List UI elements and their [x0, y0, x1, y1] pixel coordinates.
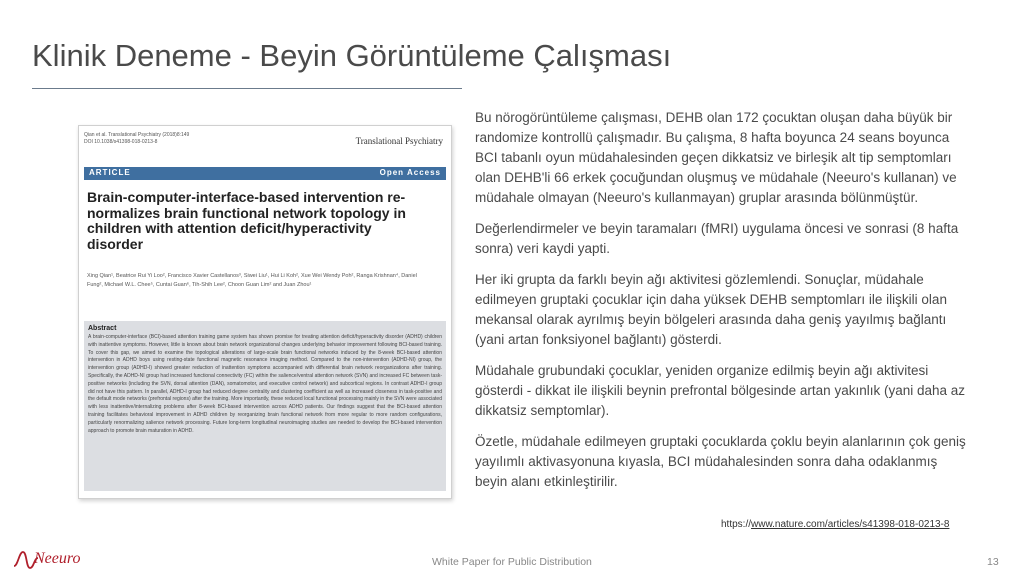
paper-title: Brain-computer-interface-based intervention re-normalizes brain functional network topology in children with attention deficit/hyperactivity disorder	[87, 189, 406, 252]
paper-abstract	[84, 321, 446, 491]
reference	[721, 519, 949, 530]
page-number: 13	[987, 556, 999, 568]
paper-citation: Qian et al. Translational Psychiatry (2018)8:149	[84, 132, 190, 138]
paper-journal: Translational Psychiatry	[355, 136, 443, 146]
logo-text: Neeuro	[34, 550, 81, 567]
open-access-label: Open Access	[379, 168, 441, 177]
abstract-text: A brain-computer-interface (BCI)-based attention training game system has shown promise for treating attention deficit/hyperactivity disorder (ADHD) children with inattentive symptoms. However, little is known about brain network organizational changes underlying behavior improvement following BCI-based training. To cover this gap, we aimed to examine the topological alterations of large-scale brain functional networks induced by the 8-week BCI-based attention intervention in ADHD boys using resting-state functional magnetic resonance imaging method. Compared to the non-intervention (ADHD-NI) group, the intervention group (ADHD-I) showed greater reduction of inattention symptoms accompanied with differential brain network reorganizations after training. Specifically, the ADHD-NI group had increased functional connectivity (FC) within the salience/ventral attention network (SVN) and increased FC between task-positive networks (including the SVN, dorsal attention (DAN), somatomotor, and executive control network) and subcortical regions. In contrast ADHD-I group did not have this pattern. In parallel, ADHD-I group had reduced degree centrality and clustering coefficient as well as increased closeness in task-positive and the default mode networks (prefrontal regions) after the training. More importantly, these reduced local functional processing mainly in the SVN were associated with less inattentive/internalizing problems after 8-week BCI-based intervention across ADHD patients. Our findings suggest that the BCI-based attention training facilitates behavioral improvement in ADHD children by reorganizing brain functional network from more regular to more random configurations, particularly renormalizing salience network processing. Future long-term longitudinal neuroimaging studies are needed to develop the BCI-based intervention approach to promote brain maturation in ADHD.	[88, 334, 442, 434]
abstract-heading: Abstract	[88, 325, 117, 332]
paper-meta	[84, 132, 189, 146]
paper-doi: DOI 10.1038/s41398-018-0213-8	[84, 139, 158, 145]
paper-thumbnail	[78, 125, 452, 499]
paragraph-intervention: Müdahale grubundaki çocuklar, yeniden organize edilmiş beyin ağı aktivitesi gösterdi - dikkat ile ilişkili beynin prefrontal bölgesinde artan yakınlık (yani daha az dikkatsiz semptomlar).	[475, 363, 966, 418]
reference-prefix: https://	[721, 519, 752, 530]
article-label: ARTICLE	[89, 168, 131, 177]
reference-link[interactable]: www.nature.com/articles/s41398-018-0213-8	[751, 519, 950, 530]
body-text	[475, 108, 970, 503]
paper-authors: Xing Qian¹, Beatrice Rui Yi Loo², Francisco Xavier Castellanos³, Siwei Liu¹, Hui Li Koh², Xue Wei Wendy Poh², Ranga Krishnan⁴, Daniel Fung², Michael W.L. Chee⁵, Cuntai Guan⁶, Tih-Shih Lee², Choon Guan Lim² and Juan Zhou¹	[87, 273, 417, 288]
slide-title: Klinik Deneme - Beyin Görüntüleme Çalışması	[32, 38, 672, 73]
paragraph-summary: Özetle, müdahale edilmeyen gruptaki çocuklarda çoklu beyin alanlarının çok geniş yayılımlı aktivasyonuna kıyasla, BCI müdahalesinden sonra daha odaklanmış beyin alanı etkinleştirilir.	[475, 434, 966, 489]
neeuro-logo	[12, 546, 82, 572]
footer-text: White Paper for Public Distribution	[432, 556, 592, 568]
title-divider	[32, 88, 462, 89]
paragraph-assessment: Değerlendirmeler ve beyin taramaları (fMRI) uygulama öncesi ve sonrasi (8 hafta sonra) veri kaydi yapti.	[475, 221, 959, 256]
paper-article-bar	[84, 167, 446, 180]
paragraph-study: Bu nörogörüntüleme çalışması, DEHB olan 172 çocuktan oluşan daha büyük bir randomize kontrollü çalışmadır. Bu çalışma, 8 hafta boyunca 24 seans boyunca BCI tabanlı oyun müdahalesinden geçen dikkatsiz ve birleşik alt tip semptomları olan DEHB'li 66 erkek çocuğundan oluşmuş ve müdahale (Neeuro's kullanan) ve müdahale olmayan (Neeuro's kullanmayan) gruplar arasında bölünmüştür.	[475, 110, 957, 205]
paragraph-results: Her iki grupta da farklı beyin ağı aktivitesi gözlemlendi. Sonuçlar, müdahale edilmeyen gruptaki çocuklar için daha yüksek DEHB semptomları ile ilişkili olan mekansal olarak ayrılmış beyin bölgeleri arasında daha geniş yayılmış bağlantı (yani artan fonksiyonel bağlantı) gösterdi.	[475, 272, 947, 347]
